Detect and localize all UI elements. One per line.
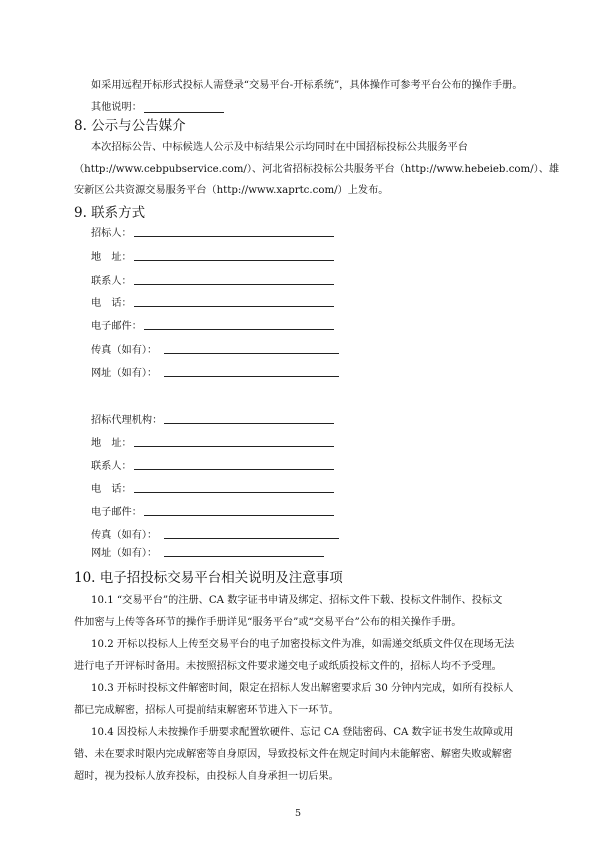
tenderer-address-label: 地 址： [91,252,132,263]
section-10-line: 10.4 因投标人未按操作手册要求配置软硬件、忘记 CA 登陆密码、CA 数字证书发生故障或用 [91,727,514,738]
agency-website-blank [164,556,324,557]
tenderer-email-blank [144,329,334,330]
intro-line: 如采用远程开标形式投标人需登录“交易平台-开标系统”，具体操作可参考平台公布的操作手册。 [91,80,523,91]
agency-address-blank [134,446,334,447]
tenderer-email-label: 电子邮件： [91,321,142,332]
other-notes-blank [144,112,224,113]
tenderer-name-label: 招标人： [91,228,132,239]
agency-email-label: 电子邮件： [91,507,142,518]
section-9-heading: 9. 联系方式 [74,205,146,221]
tenderer-phone-label: 电 话： [91,298,132,309]
agency-name-label: 招标代理机构： [91,415,163,426]
other-notes-label: 其他说明： [91,102,142,113]
section-8-line: 本次招标公告、中标候选人公示及中标结果公示均同时在中国招标投标公共服务平台 [91,142,468,153]
section-8-line: （http://www.cebpubservice.com/）、河北省招标投标公共服务平台（http://www.hebeieb.com/）、雄 [74,164,560,175]
agency-address-label: 地 址： [91,438,132,449]
section-10-line: 错、未在要求时限内完成解密等自身原因，导致投标文件在规定时间内未能解密、解密失败或解密 [74,749,513,760]
section-10-line: 10.1 “交易平台”的注册、CA 数字证书申请及绑定、招标文件下载、投标文件制作、投标文 [91,595,503,606]
section-10-line: 10.2 开标以投标人上传至交易平台的电子加密投标文件为准，如需递交纸质文件仅在现场无法 [91,639,515,650]
agency-phone-label: 电 话： [91,484,132,495]
tenderer-fax-label: 传真（如有）： [91,345,158,356]
page-number: 5 [295,808,302,819]
agency-email-blank [144,515,334,516]
agency-phone-blank [134,492,334,493]
tenderer-website-blank [164,376,339,377]
tenderer-phone-blank [134,306,334,307]
agency-name-blank [164,423,334,424]
agency-contact-label: 联系人： [91,461,132,472]
agency-fax-label: 传真（如有）： [91,530,158,541]
section-10-heading: 10. 电子招投标交易平台相关说明及注意事项 [74,570,343,586]
section-10-line: 10.3 开标时投标文件解密时间，限定在招标人发出解密要求后 30 分钟内完成，如所有投标人 [91,683,514,694]
section-8-line: 安新区公共资源交易服务平台（http://www.xaprtc.com/）上发布。 [74,185,389,196]
tenderer-fax-blank [164,353,339,354]
tenderer-contact-label: 联系人： [91,276,132,287]
agency-contact-blank [134,469,334,470]
agency-fax-blank [164,538,339,539]
section-8-heading: 8. 公示与公告媒介 [74,118,186,134]
section-10-line: 都已完成解密，招标人可提前结束解密环节进入下一环节。 [74,705,339,716]
tenderer-contact-blank [134,284,334,285]
section-10-line: 进行电子开评标时备用。未按照招标文件要求递交电子或纸质投标文件的，招标人均不予受理。 [74,661,502,672]
tenderer-address-blank [134,260,334,261]
agency-website-label: 网址（如有）： [91,548,158,559]
section-10-line: 件加密与上传等各环节的操作手册详见“服务平台”或“交易平台”公布的相关操作手册。 [74,617,462,628]
tenderer-name-blank [134,236,334,237]
tenderer-website-label: 网址（如有）： [91,368,158,379]
section-10-line: 超时，视为投标人放弃投标，由投标人自身承担一切后果。 [74,771,339,782]
